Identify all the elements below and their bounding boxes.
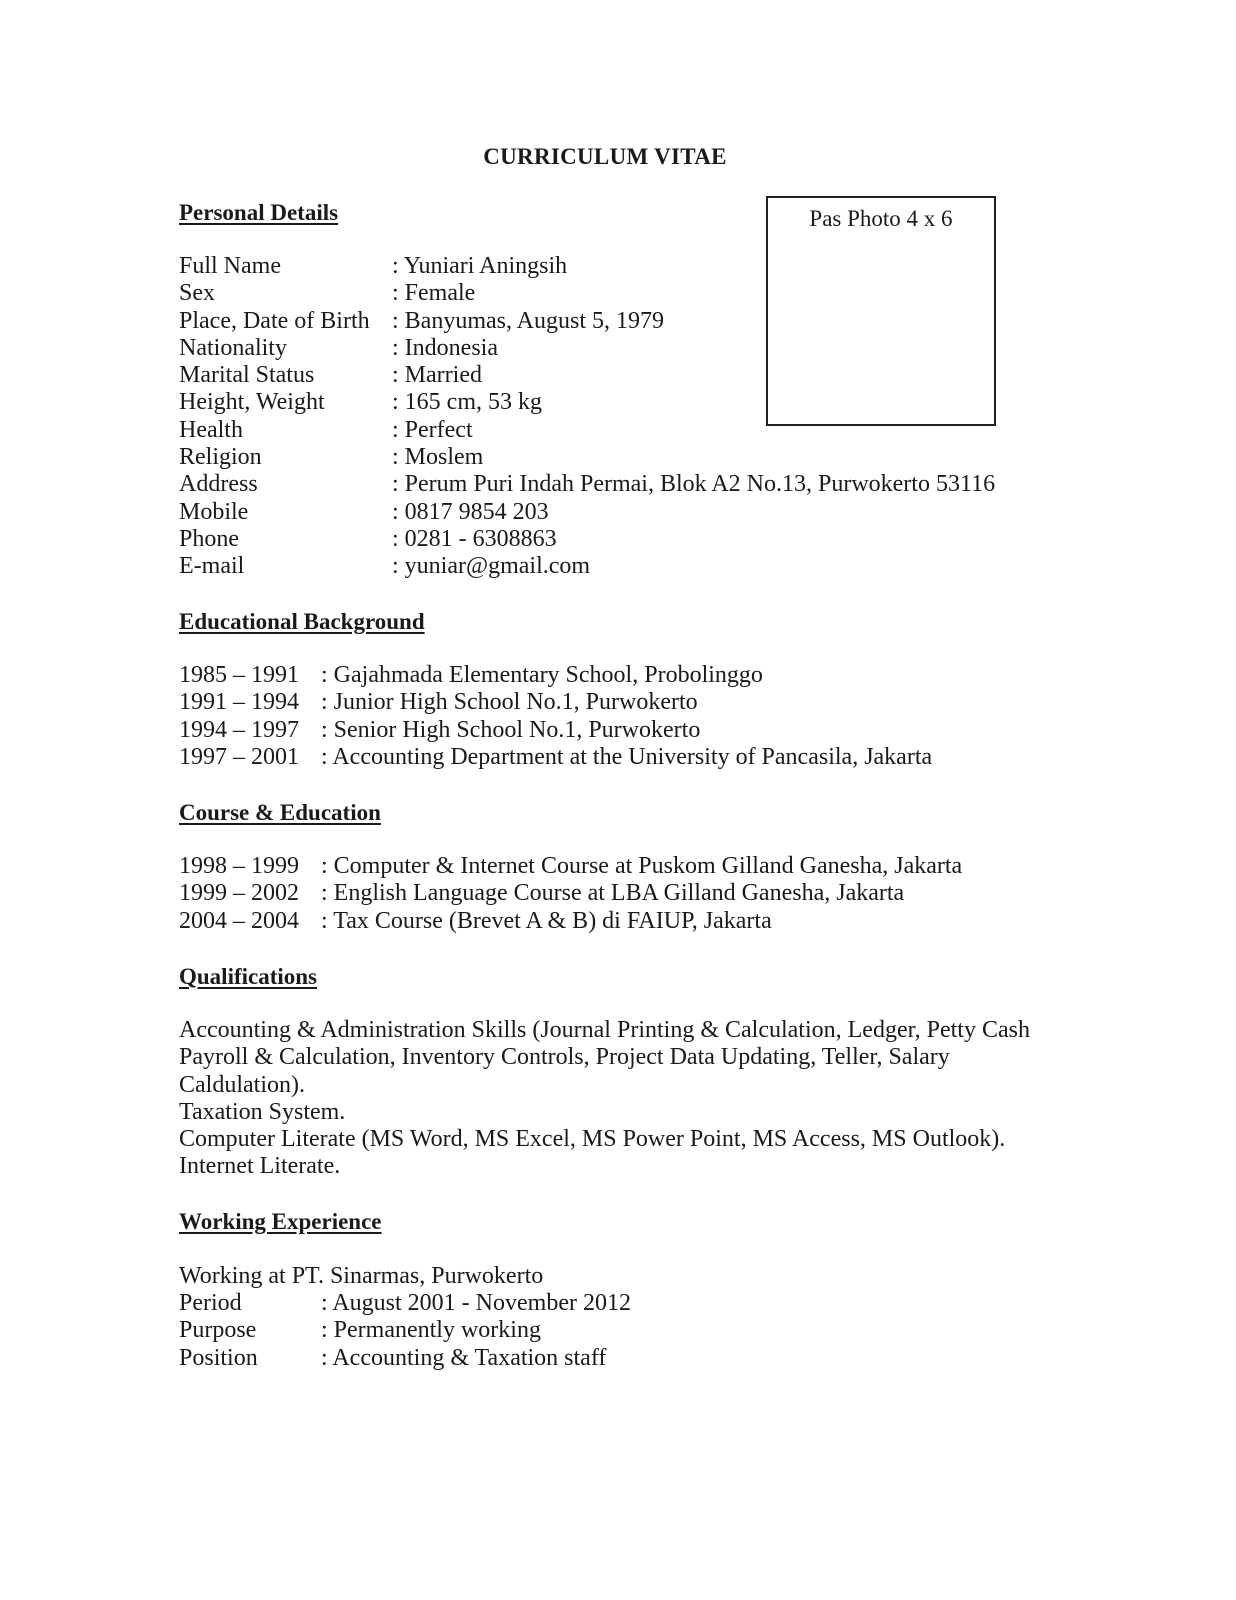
education-years: 1997 – 2001 xyxy=(179,743,299,770)
personal-label: Phone xyxy=(179,525,239,552)
course-name: : Computer & Internet Course at Puskom Gilland Ganesha, Jakarta xyxy=(321,853,963,879)
photo-placeholder-box xyxy=(766,196,996,426)
work-label: Position xyxy=(179,1344,258,1371)
work-company-line: Working at PT. Sinarmas, Purwokerto xyxy=(179,1263,544,1289)
personal-value: : Banyumas, August 5, 1979 xyxy=(392,307,665,334)
personal-details-heading: Personal Details xyxy=(179,200,339,225)
personal-label: Height, Weight xyxy=(179,389,325,416)
personal-value: : Indonesia xyxy=(392,334,498,361)
qualification-line: Payroll & Calculation, Inventory Controls, Project Data Updating, Teller, Salary xyxy=(179,1044,950,1071)
personal-label: E-mail xyxy=(179,553,245,580)
personal-label: Place, Date of Birth xyxy=(179,307,370,334)
course-years: 2004 – 2004 xyxy=(179,907,299,934)
qualification-line: Internet Literate. xyxy=(179,1153,341,1180)
personal-label: Sex xyxy=(179,280,215,307)
personal-label: Address xyxy=(179,471,258,498)
education-school: : Accounting Department at the University of Pancasila, Jakarta xyxy=(321,743,933,770)
email-value: : yuniar@gmail.com xyxy=(392,553,591,580)
course-name: : Tax Course (Brevet A & B) di FAIUP, Jakarta xyxy=(321,907,772,934)
work-label: Period xyxy=(179,1290,242,1316)
education-years: 1994 – 1997 xyxy=(179,716,299,743)
qualifications-heading: Qualifications xyxy=(179,964,318,989)
personal-value: : 0817 9854 203 xyxy=(392,498,549,525)
document-title: CURRICULUM VITAE xyxy=(483,144,727,169)
course-name: : English Language Course at LBA Gilland Ganesha, Jakarta xyxy=(321,880,905,907)
personal-value: : Yuniari Aningsih xyxy=(392,253,568,279)
course-years: 1998 – 1999 xyxy=(179,853,299,879)
qualification-line: Accounting & Administration Skills (Journal Printing & Calculation, Ledger, Petty Cash xyxy=(179,1017,1030,1043)
personal-label: Mobile xyxy=(179,498,249,525)
personal-label: Health xyxy=(179,416,243,443)
work-value: : Accounting & Taxation staff xyxy=(321,1344,607,1371)
personal-value: : Married xyxy=(392,362,482,389)
course-years: 1999 – 2002 xyxy=(179,880,299,907)
work-value: : August 2001 - November 2012 xyxy=(321,1290,631,1316)
educational-background-heading: Educational Background xyxy=(179,609,425,634)
qualifications-text xyxy=(179,1017,1049,1181)
personal-label: Marital Status xyxy=(179,362,315,389)
education-school: : Senior High School No.1, Purwokerto xyxy=(321,716,701,743)
work-company xyxy=(179,1263,1049,1290)
education-school: : Junior High School No.1, Purwokerto xyxy=(321,689,698,716)
personal-value: : Moslem xyxy=(392,444,484,471)
personal-label: Nationality xyxy=(179,334,287,361)
qualification-line: Taxation System. xyxy=(179,1098,346,1125)
qualification-line: Caldulation). xyxy=(179,1071,305,1098)
education-years: 1991 – 1994 xyxy=(179,689,299,716)
personal-value: : Perfect xyxy=(392,416,473,443)
education-school: : Gajahmada Elementary School, Probolinggo xyxy=(321,662,763,688)
work-label: Purpose xyxy=(179,1317,257,1344)
photo-placeholder-label: Pas Photo 4 x 6 xyxy=(809,206,953,231)
education-years: 1985 – 1991 xyxy=(179,662,299,688)
personal-label: Religion xyxy=(179,444,262,471)
personal-label: Full Name xyxy=(179,253,281,279)
personal-value: : Female xyxy=(392,280,476,307)
course-education-heading: Course & Education xyxy=(179,800,381,825)
personal-value: : Perum Puri Indah Permai, Blok A2 No.13, Purwokerto 53116 xyxy=(392,471,996,498)
qualification-line: Computer Literate (MS Word, MS Excel, MS Power Point, MS Access, MS Outlook). xyxy=(179,1126,1006,1153)
work-value: : Permanently working xyxy=(321,1317,541,1344)
personal-value: : 165 cm, 53 kg xyxy=(392,389,542,416)
working-experience-heading: Working Experience xyxy=(179,1209,382,1234)
personal-value: : 0281 - 6308863 xyxy=(392,525,557,552)
